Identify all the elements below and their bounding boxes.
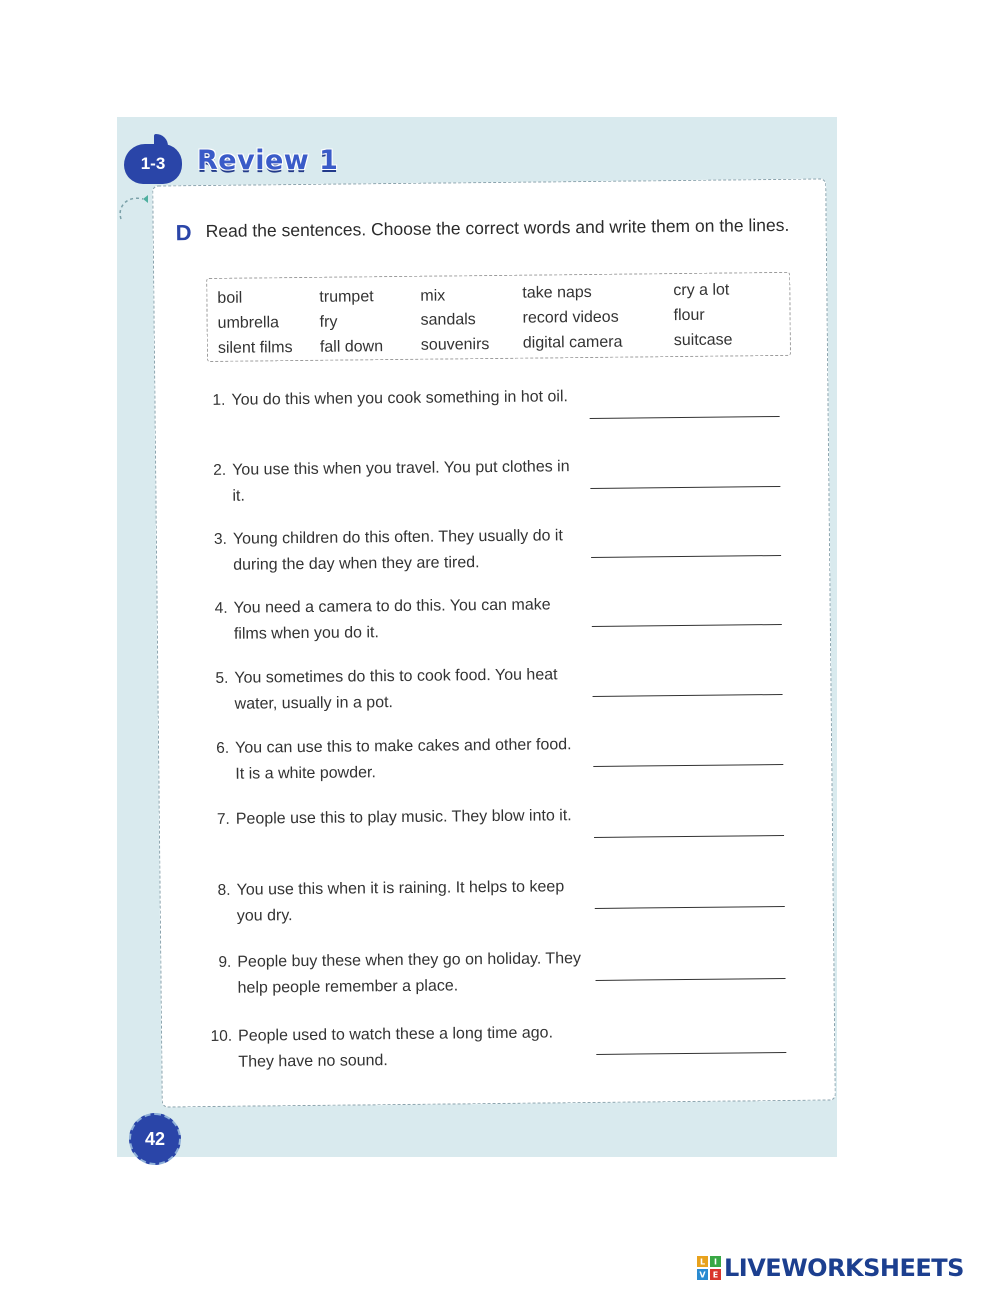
word-bank-item: silent films: [217, 339, 293, 357]
question-number: 8.: [217, 881, 231, 899]
liveworksheets-brand: [697, 1253, 964, 1283]
unit-badge: 1-3: [124, 144, 182, 184]
exercise-instructions: Read the sentences. Choose the correct words and write them on the lines.: [205, 214, 790, 241]
question-text: You sometimes do this to cook food. You heat water, usually in a pot.: [234, 666, 558, 713]
logo-letter: E: [712, 1270, 719, 1280]
brand-name: LIVEWORKSHEETS: [724, 1254, 964, 1282]
question-number: 2.: [213, 461, 227, 479]
question-number: 10.: [210, 1027, 233, 1045]
word-bank-item: flour: [673, 306, 705, 325]
decorative-swirl-icon: [117, 191, 157, 225]
word-bank-item: souvenirs: [420, 336, 490, 354]
question-text: Young children do this often. They usually do it during the day when they are tired.: [232, 527, 563, 574]
word-bank-item: boil: [217, 289, 243, 307]
question-item: [201, 521, 802, 587]
question-text: You use this when it is raining. It helps to keep you dry.: [236, 878, 565, 925]
word-bank-item: umbrella: [217, 314, 280, 332]
question-item: [202, 660, 803, 726]
question-item: [199, 382, 800, 448]
question-number: 4.: [214, 599, 228, 617]
question-item: [200, 452, 801, 518]
answer-input[interactable]: [596, 978, 786, 981]
answer-input[interactable]: [596, 1052, 786, 1055]
page-number: 42: [129, 1113, 181, 1165]
word-bank-item: trumpet: [319, 288, 374, 306]
answer-input[interactable]: [595, 906, 785, 909]
answer-input[interactable]: [590, 486, 780, 489]
answer-input[interactable]: [593, 694, 783, 697]
question-number: 7.: [216, 810, 230, 828]
question-text: People buy these when they go on holiday. They help people remember a place.: [237, 950, 582, 997]
question-text: You can use this to make cakes and other food. It is a white powder.: [234, 736, 572, 783]
answer-input[interactable]: [593, 764, 783, 767]
word-bank-item: cry a lot: [673, 281, 730, 300]
question-number: 5.: [215, 669, 229, 687]
word-bank-item: mix: [420, 287, 446, 305]
question-number: 9.: [218, 953, 232, 971]
question-number: 1.: [212, 391, 226, 409]
question-text: People used to watch these a long time ago. They have no sound.: [238, 1024, 554, 1071]
answer-input[interactable]: [590, 416, 780, 419]
question-number: 6.: [216, 739, 230, 757]
logo-letter: I: [714, 1257, 717, 1267]
word-bank-item: sandals: [420, 311, 476, 329]
question-item: [204, 872, 805, 938]
answer-input[interactable]: [591, 555, 781, 558]
question-item: [206, 1018, 807, 1084]
question-text: You need a camera to do this. You can make films when you do it.: [233, 596, 551, 643]
word-bank-item: record videos: [522, 308, 619, 327]
word-bank: [206, 272, 791, 362]
worksheet-page: [117, 117, 837, 1157]
logo-letter: L: [699, 1257, 706, 1267]
word-bank-item: take naps: [522, 283, 592, 302]
question-text: You use this when you travel. You put clothes in it.: [232, 458, 570, 505]
word-bank-item: suitcase: [673, 331, 733, 350]
question-item: [201, 590, 802, 656]
question-text: People use this to play music. They blow into it.: [235, 807, 572, 828]
question-number: 3.: [213, 530, 227, 548]
logo-letter: V: [699, 1270, 706, 1280]
page-title: Review 1: [197, 145, 339, 176]
exercise-letter: D: [175, 220, 192, 246]
question-item: [205, 944, 806, 1010]
word-bank-item: digital camera: [522, 333, 623, 352]
answer-input[interactable]: [594, 835, 784, 838]
word-bank-item: fall down: [319, 338, 384, 356]
liveworksheets-logo-icon: [697, 1256, 721, 1280]
word-bank-item: fry: [319, 313, 338, 331]
question-text: You do this when you cook something in hot oil.: [231, 388, 569, 409]
question-list: [199, 382, 799, 1071]
exercise-card: [152, 178, 836, 1107]
question-item: [204, 801, 805, 867]
question-item: [203, 730, 804, 796]
answer-input[interactable]: [592, 624, 782, 627]
